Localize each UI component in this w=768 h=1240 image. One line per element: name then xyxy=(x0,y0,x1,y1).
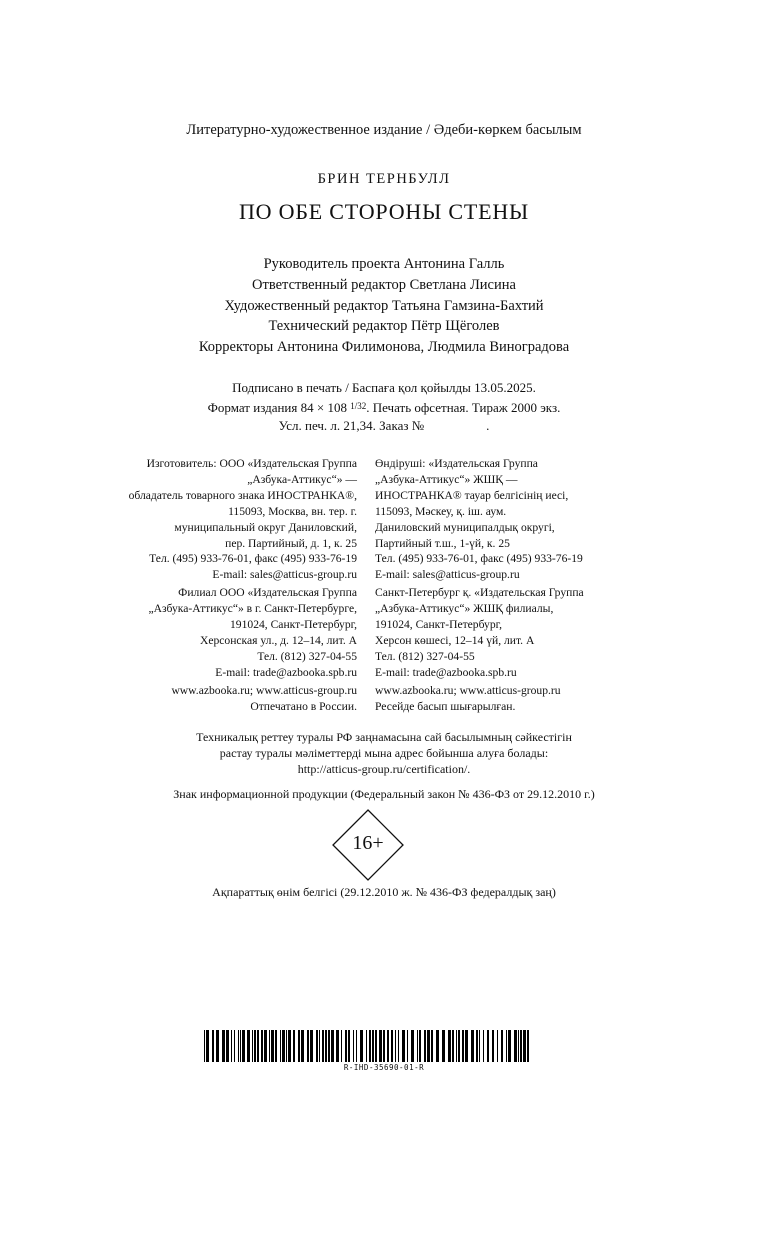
info-product-sign: Знак информационной продукции (Федеральный закон № 436-ФЗ от 29.12.2010 г.) xyxy=(173,787,595,801)
barcode-bar xyxy=(379,1030,382,1062)
address-line: муниципальный округ Даниловский, xyxy=(174,520,357,534)
barcode-bar xyxy=(465,1030,468,1062)
barcode-bar xyxy=(424,1030,426,1062)
barcode-bar xyxy=(341,1030,342,1062)
address-line: Херсон көшесі, 12–14 үй, лит. А xyxy=(375,633,535,647)
barcode-bar xyxy=(247,1030,250,1062)
barcode-bar xyxy=(212,1030,214,1062)
barcode-bar xyxy=(328,1030,330,1062)
web-ru xyxy=(100,683,357,715)
barcode-bar xyxy=(497,1030,498,1062)
address-line: „Азбука-Аттикус“» в г. Санкт-Петербурге, xyxy=(148,601,357,615)
certification-line: Техникалық реттеу туралы РФ заңнамасына сай басылымның сәйкестігін xyxy=(196,730,572,744)
barcode-bar xyxy=(345,1030,347,1062)
barcode-bar xyxy=(479,1030,480,1062)
barcode-bar xyxy=(395,1030,396,1062)
address-line: Тел. (812) 327-04-55 xyxy=(257,649,357,663)
barcode-bar xyxy=(436,1030,439,1062)
sheets-line xyxy=(0,417,768,435)
barcode-bar xyxy=(518,1030,519,1062)
barcode-bar xyxy=(240,1030,241,1062)
barcode-bar xyxy=(508,1030,511,1062)
address-line: Тел. (495) 933-76-01, факс (495) 933-76-19 xyxy=(149,552,357,566)
barcode-bar xyxy=(375,1030,377,1062)
editorial-credits xyxy=(0,254,768,358)
barcode-bar xyxy=(280,1030,281,1062)
web-kz xyxy=(375,683,665,715)
barcode-text: R-IHD-35690-01-R xyxy=(343,1063,425,1072)
barcode-bar xyxy=(514,1030,517,1062)
barcode-bar xyxy=(286,1030,287,1062)
barcode-bar xyxy=(353,1030,354,1062)
manufacturer-ru xyxy=(100,456,357,583)
barcode-bar xyxy=(520,1030,522,1062)
address-line: E-mail: sales@atticus-group.ru xyxy=(212,568,357,582)
sheets-end: . xyxy=(486,418,490,433)
printed-in-line: Ресейде басып шығарылған. xyxy=(375,699,516,713)
barcode-bar xyxy=(407,1030,408,1062)
barcode-bar xyxy=(356,1030,357,1062)
address-line: 115093, Москва, вн. тер. г. xyxy=(228,504,357,518)
barcode-bar xyxy=(476,1030,478,1062)
barcode-bar xyxy=(231,1030,232,1062)
format-pre: Формат издания 84 × 108 xyxy=(207,400,347,415)
barcode-bar xyxy=(483,1030,484,1062)
branch-ru xyxy=(100,585,357,680)
address-line: Тел. (812) 327-04-55 xyxy=(375,649,475,663)
barcode-bar xyxy=(254,1030,256,1062)
author-name: БРИН ТЕРНБУЛЛ xyxy=(317,171,451,187)
address-line: обладатель товарного знака ИНОСТРАНКА®, xyxy=(128,488,357,502)
barcode-bar xyxy=(448,1030,451,1062)
barcode-bar xyxy=(372,1030,374,1062)
barcode-bar xyxy=(222,1030,225,1062)
barcode-bar xyxy=(387,1030,389,1062)
address-line: 191024, Санкт-Петербург, xyxy=(375,617,502,631)
barcode-bar xyxy=(471,1030,474,1062)
barcode-bar xyxy=(331,1030,334,1062)
barcode-bar xyxy=(252,1030,253,1062)
address-line: E-mail: sales@atticus-group.ru xyxy=(375,568,520,582)
barcode-bar xyxy=(487,1030,489,1062)
print-info xyxy=(0,379,768,435)
signed-line: Подписано в печать / Баспаға қол қойылды 13.05.2025. xyxy=(232,380,536,395)
barcode-bar xyxy=(282,1030,285,1062)
barcode-bar xyxy=(442,1030,445,1062)
barcode-bar xyxy=(307,1030,309,1062)
certification-line: растау туралы мәліметтерді мына адрес бойынша алуға болады: xyxy=(219,746,549,760)
address-line: Өндіруші: «Издательская Группа xyxy=(375,457,538,470)
sheets-text: Усл. печ. л. 21,34. Заказ № xyxy=(278,418,425,433)
barcode-bar xyxy=(204,1030,205,1062)
barcode-bar xyxy=(325,1030,327,1062)
address-line: Филиал ООО «Издательская Группа xyxy=(178,586,357,599)
address-line: Даниловский муниципалдық округі, xyxy=(375,520,555,534)
barcode-bar xyxy=(452,1030,454,1062)
address-line: „Азбука-Аттикус“» — xyxy=(247,472,357,486)
barcode-bar xyxy=(492,1030,494,1062)
barcode-bar xyxy=(316,1030,318,1062)
barcode-bar xyxy=(366,1030,367,1062)
barcode-bar xyxy=(419,1030,421,1062)
barcode-bar xyxy=(264,1030,267,1062)
credit-line: Технический редактор Пётр Щёголев xyxy=(268,318,500,335)
barcode-bar xyxy=(458,1030,460,1062)
barcode-bar xyxy=(298,1030,300,1062)
address-line: пер. Партийный, д. 1, к. 25 xyxy=(225,536,357,550)
barcode-bar xyxy=(242,1030,245,1062)
address-line: E-mail: trade@azbooka.spb.ru xyxy=(375,665,517,679)
address-line: ИНОСТРАНКА® тауар белгісінің иесі, xyxy=(375,488,569,502)
barcode-bar xyxy=(257,1030,259,1062)
barcode-bar xyxy=(391,1030,393,1062)
barcode-bar xyxy=(293,1030,295,1062)
barcode-bar xyxy=(427,1030,430,1062)
websites-line: www.azbooka.ru; www.atticus-group.ru xyxy=(375,684,561,697)
barcode-bar xyxy=(301,1030,304,1062)
printed-in-line: Отпечатано в России. xyxy=(250,699,357,713)
barcode-bar xyxy=(527,1030,529,1062)
barcode-bar xyxy=(206,1030,209,1062)
address-line: Санкт-Петербург қ. «Издательская Группа xyxy=(375,586,584,599)
barcode-bar xyxy=(506,1030,507,1062)
format-line xyxy=(0,397,768,417)
format-post: . Печать офсетная. Тираж 2000 экз. xyxy=(366,400,561,415)
address-line: Изготовитель: ООО «Издательская Группа xyxy=(146,457,357,470)
credit-line: Художественный редактор Татьяна Гамзина-Бахтий xyxy=(224,297,544,314)
barcode-bar xyxy=(456,1030,457,1062)
format-fraction: 1/32 xyxy=(350,401,367,411)
book-title: ПО ОБЕ СТОРОНЫ СТЕНЫ xyxy=(238,199,530,224)
barcode-bar xyxy=(288,1030,291,1062)
barcode-bar xyxy=(411,1030,414,1062)
branch-kz xyxy=(375,585,665,680)
credit-line: Корректоры Антонина Филимонова, Людмила Виноградова xyxy=(198,339,570,356)
manufacturer-kz xyxy=(375,456,665,583)
websites-line: www.azbooka.ru; www.atticus-group.ru xyxy=(171,684,357,697)
address-line: E-mail: trade@azbooka.spb.ru xyxy=(215,665,357,679)
address-line: 191024, Санкт-Петербург, xyxy=(230,617,357,631)
barcode-bar xyxy=(319,1030,320,1062)
address-line: 115093, Мәскеу, қ. іш. аум. xyxy=(375,504,507,518)
barcode-bar xyxy=(383,1030,385,1062)
barcode-bar xyxy=(417,1030,418,1062)
barcode-bar xyxy=(271,1030,274,1062)
barcode-bar xyxy=(402,1030,405,1062)
address-line: „Азбука-Аттикус“» ЖШҚ — xyxy=(375,472,518,486)
barcode-bar xyxy=(269,1030,270,1062)
info-product-sign-kz: Ақпараттық өнім белгісі (29.12.2010 ж. № 436-ФЗ федералдық заң) xyxy=(212,885,556,899)
certification-note xyxy=(0,729,768,777)
barcode-bar xyxy=(360,1030,363,1062)
barcode-bar xyxy=(398,1030,399,1062)
certification-url: http://atticus-group.ru/certification/. xyxy=(297,762,471,776)
barcode-bar xyxy=(336,1030,339,1062)
barcode-bar xyxy=(216,1030,219,1062)
barcode-bar xyxy=(238,1030,239,1062)
barcode-bar xyxy=(501,1030,503,1062)
genre-line: Литературно-художественное издание / Әдеби-көркем басылым xyxy=(186,122,582,138)
barcode-bar xyxy=(523,1030,526,1062)
credit-line: Руководитель проекта Антонина Галль xyxy=(263,256,505,272)
barcode-icon xyxy=(204,1030,534,1062)
barcode-bar xyxy=(431,1030,433,1062)
barcode-bar xyxy=(322,1030,324,1062)
age-rating-label: 16+ xyxy=(352,832,384,854)
barcode-bar xyxy=(369,1030,371,1062)
barcode-bar xyxy=(226,1030,229,1062)
address-line: Тел. (495) 933-76-01, факс (495) 933-76-19 xyxy=(375,552,583,566)
barcode-bar xyxy=(310,1030,313,1062)
barcode-bar xyxy=(462,1030,464,1062)
barcode-bar xyxy=(234,1030,235,1062)
credit-line: Ответственный редактор Светлана Лисина xyxy=(252,276,516,293)
address-line: Партийный т.ш., 1-үй, к. 25 xyxy=(375,536,510,550)
barcode-bar xyxy=(275,1030,277,1062)
address-line: Херсонская ул., д. 12–14, лит. А xyxy=(199,633,357,647)
barcode-bar xyxy=(348,1030,350,1062)
age-rating-badge xyxy=(332,809,404,881)
address-line: „Азбука-Аттикус“» ЖШҚ филиалы, xyxy=(375,601,554,615)
barcode-bar xyxy=(261,1030,263,1062)
